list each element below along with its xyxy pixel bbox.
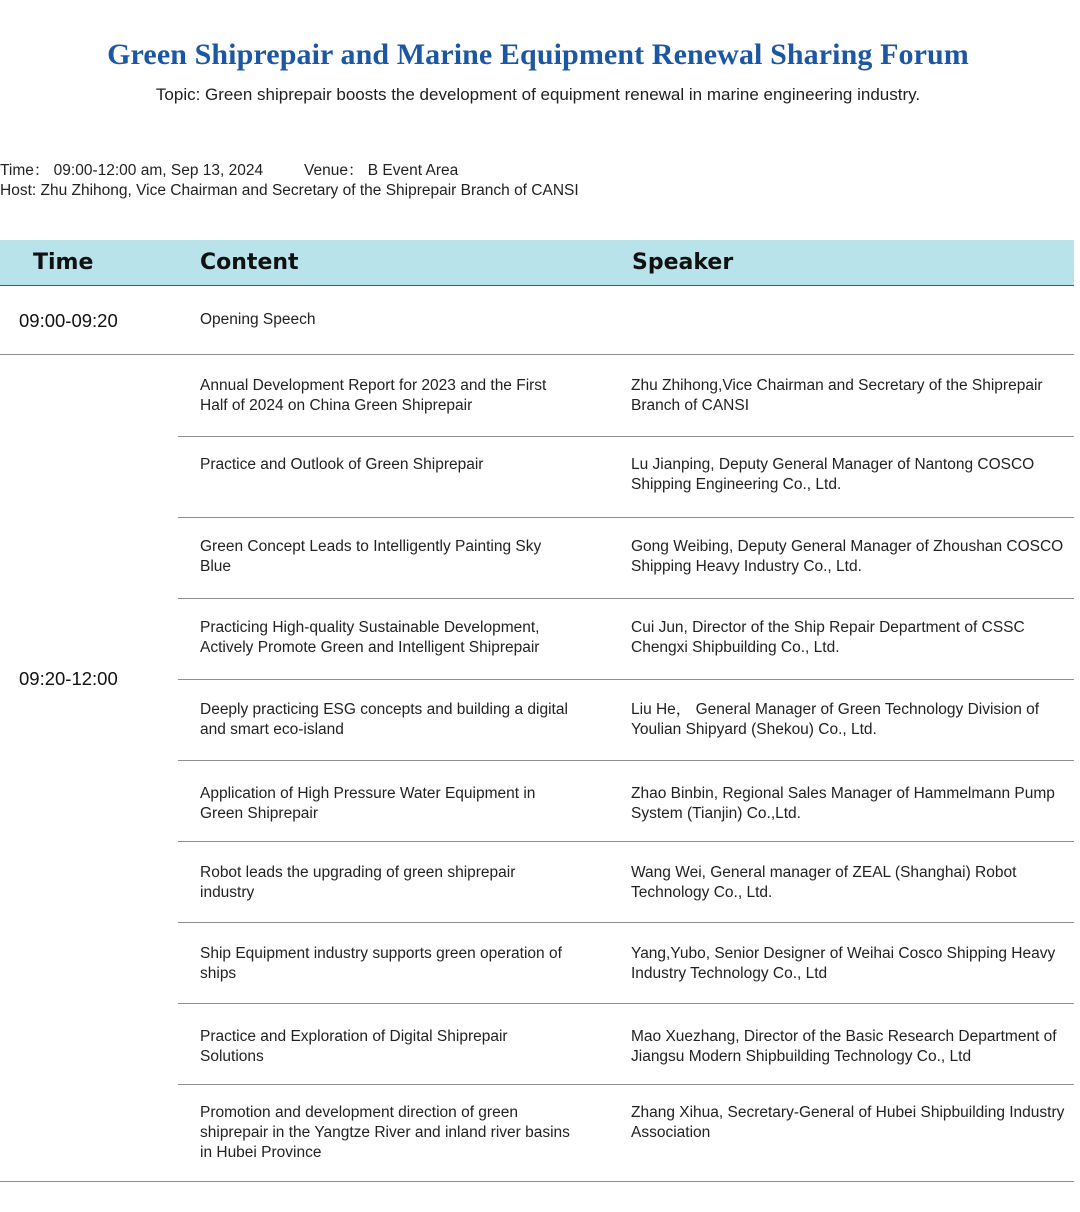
row-content: Practice and Exploration of Digital Shiprepair Solutions bbox=[200, 1028, 508, 1065]
opening-time: 09:00-09:20 bbox=[19, 310, 118, 331]
event-host: Host: Zhu Zhihong, Vice Chairman and Secretary of the Shiprepair Branch of CANSI bbox=[0, 182, 579, 199]
row-content: Robot leads the upgrading of green shiprepair industry bbox=[200, 864, 516, 901]
header-speaker: Speaker bbox=[632, 250, 734, 275]
row-speaker: Cui Jun, Director of the Ship Repair Department of CSSC Chengxi Shipbuilding Co., Ltd. bbox=[631, 619, 1025, 656]
row-speaker: Wang Wei, General manager of ZEAL (Shanghai) Robot Technology Co., Ltd. bbox=[631, 864, 1017, 901]
table-bottom-border bbox=[0, 1181, 1074, 1182]
row-divider bbox=[178, 760, 1074, 761]
row-divider bbox=[178, 1084, 1074, 1085]
row-content: Green Concept Leads to Intelligently Painting Sky Blue bbox=[200, 538, 542, 575]
session-time: 09:20-12:00 bbox=[19, 668, 118, 689]
row-speaker: Lu Jianping, Deputy General Manager of Nantong COSCO Shipping Engineering Co., Ltd. bbox=[631, 456, 1035, 493]
event-venue: Venue： B Event Area bbox=[304, 162, 459, 179]
row-divider bbox=[178, 1003, 1074, 1004]
table-header bbox=[0, 240, 1074, 286]
row-divider bbox=[178, 841, 1074, 842]
row-speaker: Yang,Yubo, Senior Designer of Weihai Cosco Shipping Heavy Industry Technology Co., Ltd bbox=[631, 945, 1056, 982]
row-speaker: Liu He， General Manager of Green Technology Division of Youlian Shipyard (Shekou) Co., Ltd. bbox=[631, 701, 1040, 738]
row-speaker: Gong Weibing, Deputy General Manager of Zhoushan COSCO Shipping Heavy Industry Co., Ltd. bbox=[631, 538, 1064, 575]
row-speaker: Mao Xuezhang, Director of the Basic Research Department of Jiangsu Modern Shipbuilding Technology Co., Ltd bbox=[631, 1028, 1057, 1065]
row-content: Annual Development Report for 2023 and the First Half of 2024 on China Green Shiprepair bbox=[200, 377, 547, 414]
row-speaker: Zhu Zhihong,Vice Chairman and Secretary of the Shiprepair Branch of CANSI bbox=[631, 377, 1043, 414]
topic-line: Topic: Green shiprepair boosts the development of equipment renewal in marine engineering industry. bbox=[155, 85, 921, 104]
row-divider bbox=[178, 598, 1074, 599]
row-content: Deeply practicing ESG concepts and building a digital and smart eco-island bbox=[200, 701, 568, 738]
row-content: Practicing High-quality Sustainable Development, Actively Promote Green and Intelligent Shiprepair bbox=[200, 619, 540, 656]
row-divider bbox=[178, 922, 1074, 923]
header-time: Time bbox=[33, 250, 94, 275]
row-content: Ship Equipment industry supports green operation of ships bbox=[200, 945, 562, 982]
event-time: Time： 09:00-12:00 am, Sep 13, 2024 bbox=[0, 162, 264, 179]
row-divider bbox=[178, 436, 1074, 437]
row-content: Practice and Outlook of Green Shiprepair bbox=[200, 456, 484, 473]
page-title: Green Shiprepair and Marine Equipment Renewal Sharing Forum bbox=[107, 38, 969, 71]
row-content: Application of High Pressure Water Equipment in Green Shiprepair bbox=[200, 785, 536, 822]
row-content: Promotion and development direction of green shiprepair in the Yangtze River and inland river basins in Hubei Province bbox=[200, 1104, 570, 1161]
row-divider bbox=[0, 354, 1074, 355]
opening-content: Opening Speech bbox=[200, 311, 316, 328]
row-divider bbox=[178, 517, 1074, 518]
row-speaker: Zhao Binbin, Regional Sales Manager of Hammelmann Pump System (Tianjin) Co.,Ltd. bbox=[631, 785, 1055, 822]
row-divider bbox=[178, 679, 1074, 680]
row-speaker: Zhang Xihua, Secretary-General of Hubei Shipbuilding Industry Association bbox=[631, 1104, 1065, 1141]
header-content: Content bbox=[200, 250, 299, 275]
